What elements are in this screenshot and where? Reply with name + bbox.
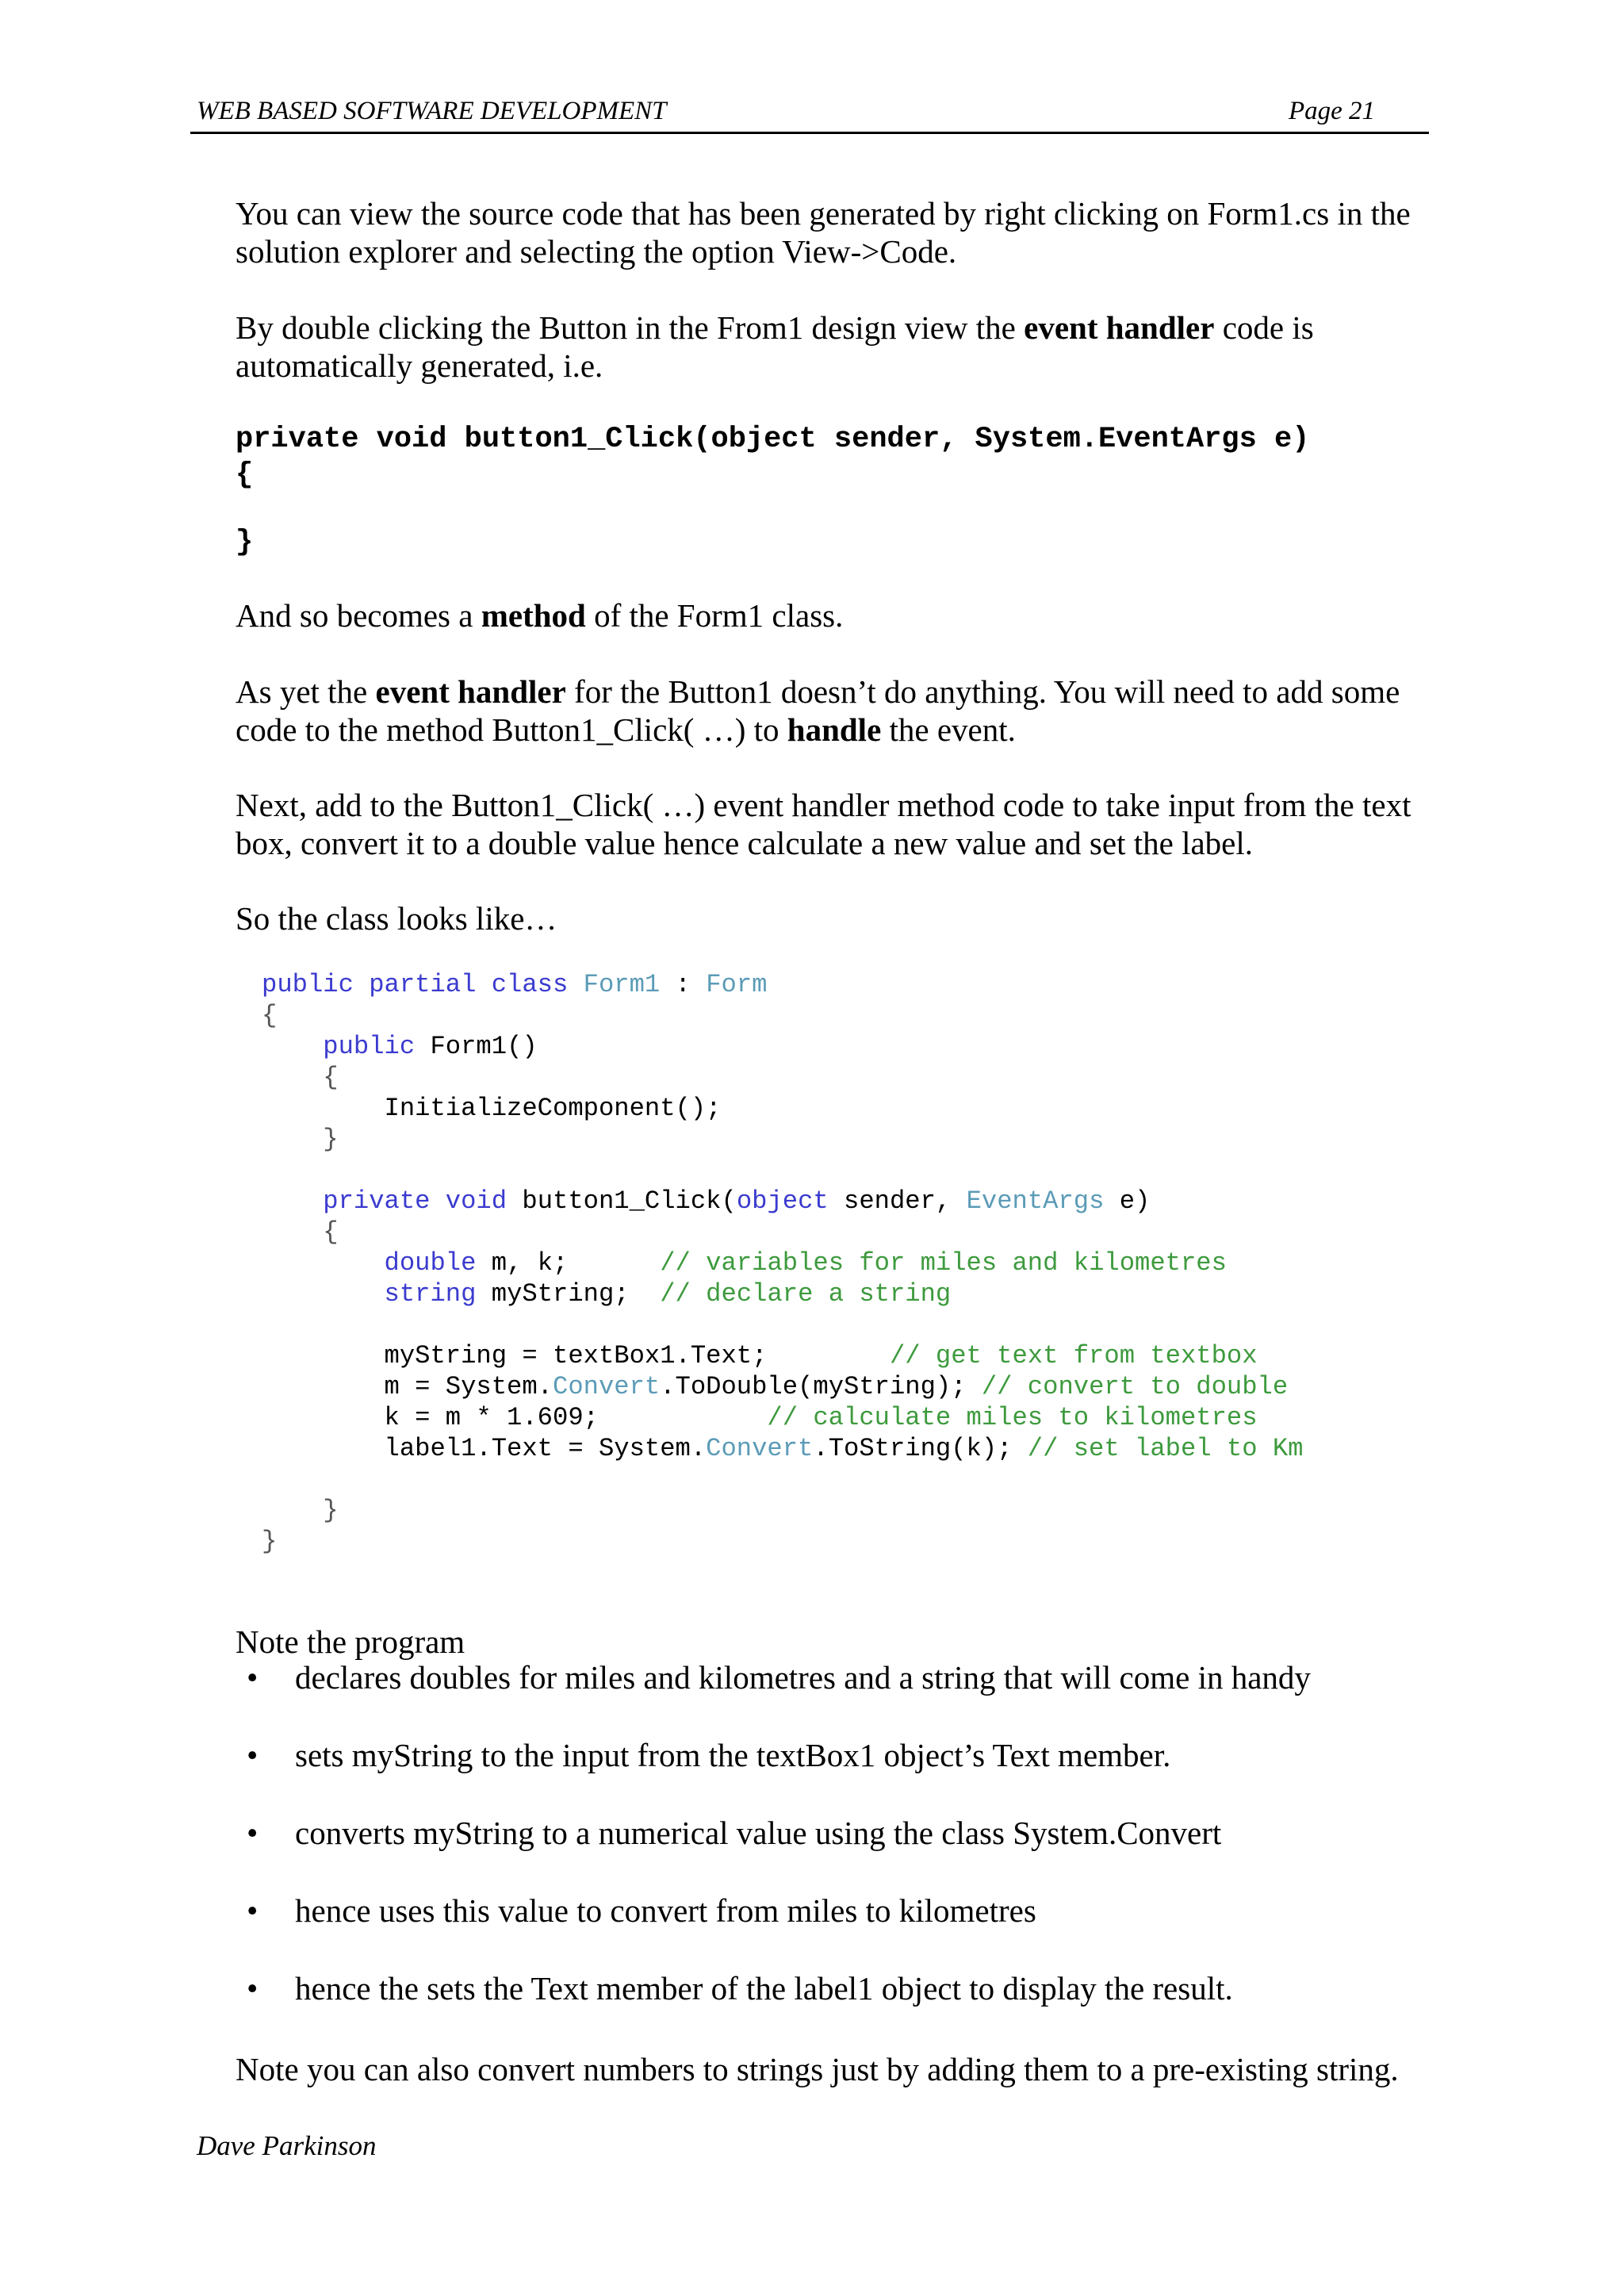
code-token: sender, [828, 1186, 967, 1216]
p3-text-start: And so becomes a [236, 597, 481, 634]
p2-bold-event-handler: event handler [1024, 309, 1215, 346]
p3-text-end: of the Form1 class. [585, 597, 844, 634]
code-line [262, 1371, 1303, 1402]
snippet-close-brace: } [236, 526, 254, 559]
code-token: Form1 [583, 970, 661, 999]
code-token: { [262, 1217, 339, 1247]
paragraph-view-source: You can view the source code that has been generated by right clicking on Form1.cs in the solution explorer and selecting the option View->Code. [236, 195, 1411, 270]
code-token [262, 1248, 385, 1278]
code-line [262, 1495, 1303, 1526]
code-token: Form1() [415, 1032, 538, 1061]
code-token: } [262, 1527, 278, 1556]
code-line [262, 969, 1303, 1000]
code-token: double [384, 1248, 477, 1278]
code-token: { [262, 1001, 278, 1030]
code-line [262, 1155, 1303, 1186]
closing-note: Note you can also convert numbers to strings just by adding them to a pre-existing string. [236, 2051, 1399, 2087]
code-token: label1.Text = System. [262, 1434, 707, 1463]
paragraph-method [236, 596, 1433, 634]
code-line [262, 1248, 1303, 1278]
code-token: // get text from textbox [889, 1341, 1258, 1370]
bullet-list [236, 1658, 1433, 2047]
code-token: public [323, 1032, 416, 1061]
p4-text-end: the event. [881, 711, 1016, 748]
code-line [262, 1000, 1303, 1031]
list-item [236, 1814, 1433, 1892]
list-item [236, 1658, 1433, 1736]
p2-text-start: By double clicking the Button in the From1 design view the [236, 309, 1025, 346]
code-line [262, 1433, 1303, 1464]
p4-text-start: As yet the [236, 673, 376, 710]
bullet-icon: • [247, 1892, 259, 1929]
code-token: } [262, 1496, 339, 1525]
list-item [236, 1736, 1433, 1814]
code-token: : [660, 970, 707, 999]
p4-text-mid: for the Button1 doesn’t do anything. You will need to add some code to the method Button1_Click( …) to [236, 673, 1400, 748]
bullet-icon: • [247, 1659, 259, 1696]
code-listing [262, 969, 1303, 1557]
code-token: .ToString(k); [813, 1434, 1028, 1463]
paragraph-double-click [236, 309, 1433, 385]
code-token: // set label to Km [1027, 1434, 1304, 1463]
code-token: EventArgs [966, 1186, 1105, 1216]
paragraph-next-add: Next, add to the Button1_Click( …) event handler method code to take input from the text box, convert it to a double value hence calculate a new value and set the label. [236, 787, 1411, 861]
p4-bold-handle: handle [787, 711, 882, 748]
code-token: private void [323, 1186, 508, 1216]
code-token: m = System. [262, 1372, 553, 1401]
code-line [262, 1340, 1303, 1371]
snippet-signature: private void button1_Click(object sender, System.EventArgs e) [236, 423, 1310, 456]
p4-bold-event-handler: event handler [375, 673, 566, 710]
code-token: { [262, 1063, 339, 1092]
bullet-icon: • [247, 1737, 259, 1773]
code-token: } [262, 1125, 339, 1154]
code-token: .ToDouble(myString); [660, 1372, 982, 1401]
paragraph-class-looks: So the class looks like… [236, 900, 557, 937]
bullet-text: hence uses this value to convert from miles to kilometres [295, 1892, 1036, 1929]
code-line [262, 1526, 1303, 1557]
code-token: // convert to double [981, 1372, 1289, 1401]
code-token: // calculate miles to kilometres [767, 1403, 1258, 1432]
bullet-text: converts myString to a numerical value using the class System.Convert [295, 1815, 1222, 1851]
code-line [262, 1031, 1303, 1062]
code-token: e) [1104, 1186, 1151, 1216]
code-line [262, 1402, 1303, 1433]
p3-bold-method: method [481, 597, 586, 634]
code-line [262, 1093, 1303, 1124]
code-token: InitializeComponent(); [262, 1094, 722, 1123]
code-line [262, 1464, 1303, 1495]
code-line [262, 1124, 1303, 1155]
code-token: m, k; [476, 1248, 661, 1278]
header-title: WEB BASED SOFTWARE DEVELOPMENT [197, 97, 667, 125]
footer-author: Dave Parkinson [197, 2130, 377, 2161]
code-token [262, 1279, 385, 1309]
code-token: Form [706, 970, 768, 999]
bullet-icon: • [247, 1815, 259, 1851]
code-token: button1_Click( [507, 1186, 737, 1216]
code-token: k = m * 1.609; [262, 1403, 768, 1432]
code-line [262, 1309, 1303, 1340]
bullet-text: sets myString to the input from the textBox1 object’s Text member. [295, 1737, 1171, 1773]
code-token [262, 1186, 323, 1216]
code-token: myString; [476, 1279, 661, 1309]
code-token: myString = textBox1.Text; [262, 1341, 890, 1370]
note-intro: Note the program [236, 1623, 465, 1660]
list-item [236, 1969, 1433, 2047]
code-line [262, 1278, 1303, 1309]
code-token: Convert [706, 1434, 814, 1463]
bullet-text: hence the sets the Text member of the label1 object to display the result. [295, 1970, 1233, 2007]
code-line [262, 1186, 1303, 1217]
code-token [262, 1032, 323, 1061]
paragraph-as-yet [236, 673, 1433, 749]
p2-text-end: code is automatically generated, i.e. [236, 309, 1314, 384]
header-page-number: Page 21 [1288, 97, 1375, 125]
code-token: public partial class [262, 970, 584, 999]
bullet-icon: • [247, 1970, 259, 2007]
code-token: // declare a string [660, 1279, 952, 1309]
code-line [262, 1062, 1303, 1093]
code-token: object [736, 1186, 829, 1216]
page-header [190, 94, 1429, 134]
list-item [236, 1892, 1433, 1969]
snippet-open-brace: { [236, 458, 254, 492]
code-token: string [384, 1279, 477, 1309]
code-token: // variables for miles and kilometres [660, 1248, 1227, 1278]
bullet-text: declares doubles for miles and kilometres and a string that will come in handy [295, 1659, 1311, 1696]
code-token: Convert [553, 1372, 661, 1401]
code-line [262, 1217, 1303, 1248]
